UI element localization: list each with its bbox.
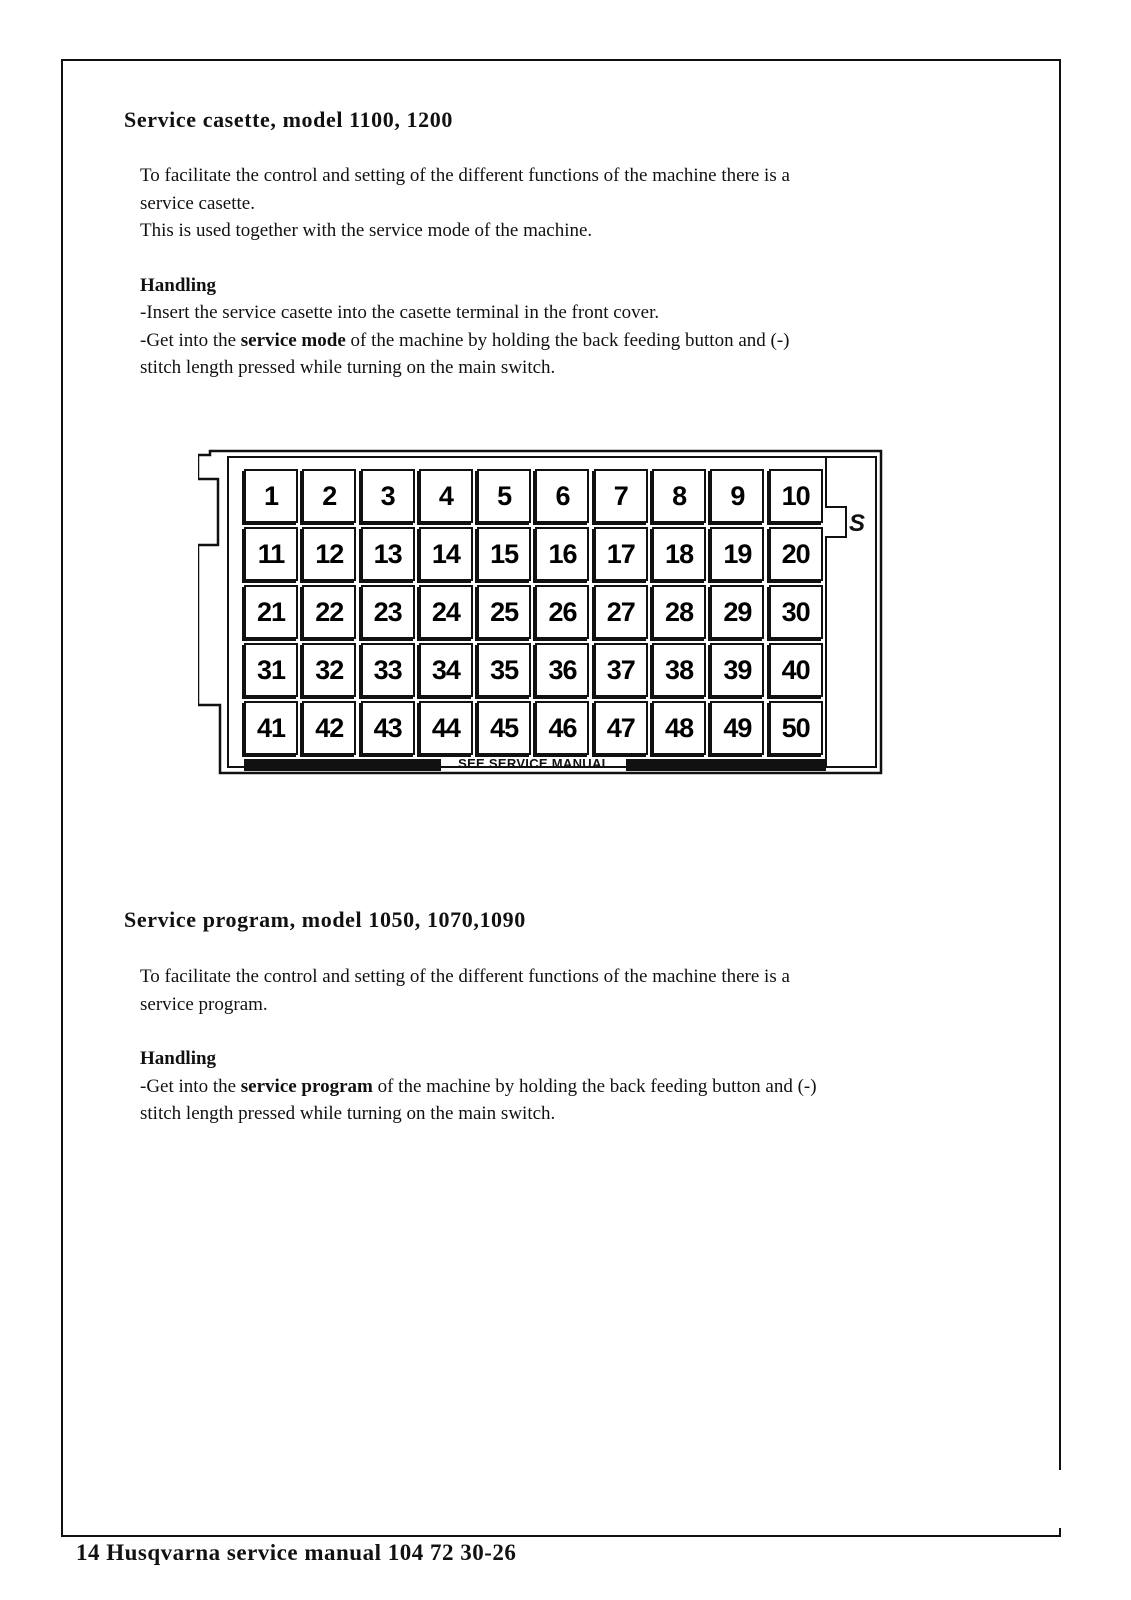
cassette-cell: 1 [244, 469, 298, 523]
section-2-step-1-prefix: -Get into the [140, 1075, 241, 1097]
cassette-s-mark: S [849, 510, 866, 537]
cassette-bottom-label: SEE SERVICE MANUAL [458, 756, 610, 771]
section-1-intro-line-2: service casette. [140, 192, 255, 214]
step-2-bold-term: service mode [240, 329, 346, 351]
cassette-cell: 22 [302, 585, 356, 639]
cassette-cell: 19 [710, 527, 764, 581]
section-2-step-1-suffix: of the machine by holding the back feeding button and (-) [372, 1075, 817, 1097]
cassette-cell: 35 [477, 643, 531, 697]
cassette-cell: 39 [710, 643, 764, 697]
section-1-title: Service casette, model 1100, 1200 [124, 107, 453, 132]
section-2-handling-title: Handling [140, 1048, 217, 1069]
section-2-step-1-line-2: stitch length pressed while turning on the main switch. [140, 1103, 556, 1124]
cassette-cell: 28 [652, 585, 706, 639]
cassette-cell: 25 [477, 585, 531, 639]
step-2-prefix: -Get into the [140, 329, 241, 351]
page-footer: 14 Husqvarna service manual 104 72 30-26 [76, 1540, 517, 1565]
cassette-cell: 14 [419, 527, 473, 581]
cassette-cell: 9 [710, 469, 764, 523]
cassette-cell: 31 [244, 643, 298, 697]
section-1-step-2-line-2: stitch length pressed while turning on the main switch. [140, 357, 556, 378]
section-2-step-1-bold-term: service program [240, 1075, 373, 1097]
cassette-cell: 41 [244, 701, 298, 755]
cassette-cell: 4 [419, 469, 473, 523]
cassette-cell: 48 [652, 701, 706, 755]
cassette-cell: 27 [594, 585, 648, 639]
cassette-cell: 11 [244, 527, 298, 581]
section-1-handling-title: Handling [140, 274, 217, 296]
cassette-cell: 45 [477, 701, 531, 755]
cassette-number-grid [244, 469, 828, 756]
cassette-cell: 36 [535, 643, 589, 697]
cassette-bar-left [244, 759, 441, 771]
cassette-cell: 29 [710, 585, 764, 639]
cassette-cell: 20 [769, 527, 823, 581]
cassette-cell: 30 [769, 585, 823, 639]
cassette-cell: 6 [535, 469, 589, 523]
section-1-intro-line-3: This is used together with the service mode of the machine. [140, 220, 593, 241]
section-2-title: Service program, model 1050, 1070,1090 [124, 907, 526, 932]
section-2-intro-line-2: service program. [140, 993, 268, 1015]
cassette-cell: 47 [594, 701, 648, 755]
cassette-cell: 33 [361, 643, 415, 697]
step-2-suffix: of the machine by holding the back feeding button and (-) [345, 329, 790, 351]
cassette-cell: 18 [652, 527, 706, 581]
cassette-cell: 32 [302, 643, 356, 697]
cassette-cell: 21 [244, 585, 298, 639]
cassette-cell: 40 [769, 643, 823, 697]
section-1-intro-line-1: To facilitate the control and setting of the different functions of the machine there is a [140, 165, 790, 186]
section-2-intro-line-1: To facilitate the control and setting of the different functions of the machine there is a [140, 966, 790, 987]
frame-gap [1055, 1470, 1067, 1528]
cassette-cell: 23 [361, 585, 415, 639]
cassette-cell: 49 [710, 701, 764, 755]
cassette-cell: 10 [769, 469, 823, 523]
cassette-cell: 8 [652, 469, 706, 523]
cassette-cell: 50 [769, 701, 823, 755]
cassette-cell: 16 [535, 527, 589, 581]
cassette-bar-right [626, 759, 826, 771]
section-2-step-1 [140, 1073, 940, 1101]
cassette-cell: 12 [302, 527, 356, 581]
cassette-cell: 44 [419, 701, 473, 755]
cassette-cell: 24 [419, 585, 473, 639]
cassette-cell: 42 [302, 701, 356, 755]
cassette-cell: 17 [594, 527, 648, 581]
cassette-cell: 43 [361, 701, 415, 755]
section-2-body [140, 963, 940, 1128]
cassette-cell: 38 [652, 643, 706, 697]
cassette-cell: 26 [535, 585, 589, 639]
cassette-cell: 3 [361, 469, 415, 523]
section-1-step-2 [140, 327, 940, 355]
section-1-body [140, 162, 940, 382]
cassette-cell: 37 [594, 643, 648, 697]
cassette-cell: 2 [302, 469, 356, 523]
section-1-step-1: -Insert the service casette into the casette terminal in the front cover. [140, 302, 660, 323]
cassette-cell: 7 [594, 469, 648, 523]
cassette-cell: 46 [535, 701, 589, 755]
cassette-cell: 5 [477, 469, 531, 523]
cassette-cell: 13 [361, 527, 415, 581]
cassette-cell: 15 [477, 527, 531, 581]
cassette-cell: 34 [419, 643, 473, 697]
